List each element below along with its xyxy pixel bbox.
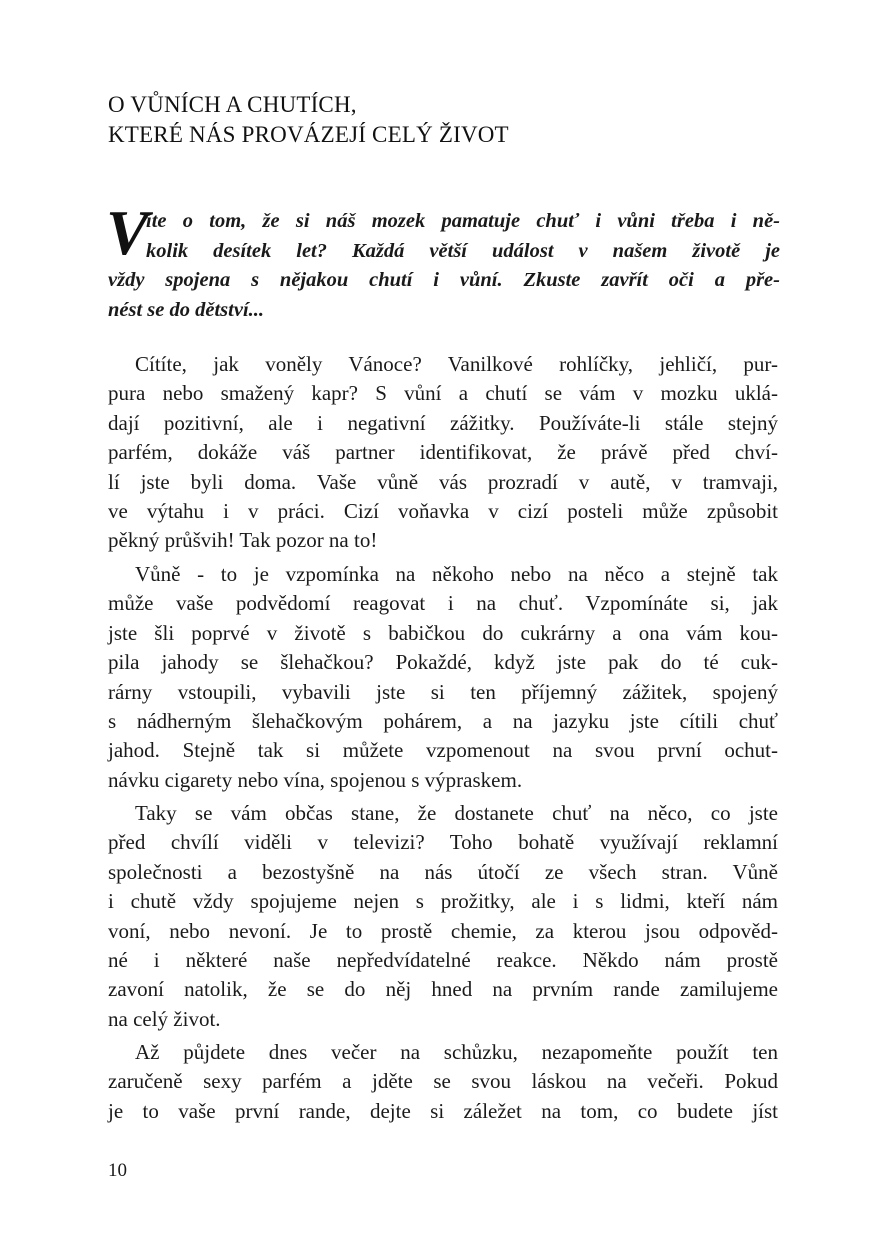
paragraph	[108, 1038, 778, 1126]
text-line: né i některé naše nepředvídatelné reakce. Někdo nám prostě	[108, 947, 778, 972]
text-line: pěkný průšvih! Tak pozor na to!	[108, 528, 378, 553]
chapter-title-line: O VŮNÍCH A CHUTÍCH,	[108, 92, 357, 117]
text-line: Až půjdete dnes večer na schůzku, nezapomeňte použít ten	[135, 1040, 778, 1064]
text-line: pura nebo smažený kapr? S vůní a chutí se vám v mozku uklá-	[108, 381, 778, 406]
lead-line: vždy spojena s nějakou chutí i vůní. Zkuste zavřít oči a pře-	[108, 269, 780, 291]
text-line: s nádherným šlehačkovým pohárem, a na jazyku jste cítili chuť	[108, 708, 778, 733]
lead-line: íte o tom, že si náš mozek pamatuje chuť i vůni třeba i ně-	[146, 210, 780, 232]
page-number: 10	[108, 1160, 127, 1181]
text-line: rárny vstoupili, vybavili jste si ten příjemný zážitek, spojený	[108, 679, 778, 704]
text-line: před chvílí viděli v televizi? Toho bohatě využívají reklamní	[108, 830, 778, 855]
text-line: na celý život.	[108, 1006, 221, 1031]
text-line: Vůně - to je vzpomínka na někoho nebo na něco a stejně tak	[135, 562, 778, 586]
paragraph	[108, 350, 778, 556]
text-line: je to vaše první rande, dejte si záležet na tom, co budete jíst	[108, 1098, 778, 1123]
text-line: i chutě vždy spojujeme nejen s prožitky, ale i s lidmi, kteří nám	[108, 889, 778, 914]
text-line: lí jste byli doma. Vaše vůně vás prozradí v autě, v tramvaji,	[108, 469, 778, 494]
text-line: ve výtahu i v práci. Cizí voňavka v cizí posteli může způsobit	[108, 498, 778, 523]
text-line: Cítíte, jak voněly Vánoce? Vanilkové rohlíčky, jehličí, pur-	[135, 352, 778, 376]
lead-line: nést se do dětství...	[108, 298, 265, 321]
text-line: jste šli poprvé v životě s babičkou do cukrárny a ona vám kou-	[108, 620, 778, 645]
chapter-title-line: KTERÉ NÁS PROVÁZEJÍ CELÝ ŽIVOT	[108, 122, 509, 147]
text-line: pila jahody se šlehačkou? Pokaždé, když jste pak do té cuk-	[108, 650, 778, 675]
text-line: Taky se vám občas stane, že dostanete chuť na něco, co jste	[135, 801, 778, 825]
lead-line: kolik desítek let? Každá větší událost v našem životě je	[146, 239, 780, 262]
text-line: dají pozitivní, ale i negativní zážitky. Používáte-li stále stejný	[108, 410, 778, 435]
chapter-title	[108, 90, 509, 150]
text-line: může vaše podvědomí reagovat i na chuť. Vzpomínáte si, jak	[108, 591, 778, 616]
paragraph	[108, 799, 778, 1034]
drop-cap: V	[106, 197, 149, 268]
text-line: voní, nebo nevoní. Je to prostě chemie, za kterou jsou odpověd-	[108, 918, 778, 943]
text-line: návku cigarety nebo vína, spojenou s výpraskem.	[108, 767, 523, 792]
text-line: zavoní natolik, že se do něj hned na prvním rande zamilujeme	[108, 977, 778, 1002]
lead-paragraph	[106, 197, 780, 325]
text-line: společnosti a bezostyšně na nás útočí ze všech stran. Vůně	[108, 859, 778, 884]
text-line: zaručeně sexy parfém a jděte se svou láskou na večeři. Pokud	[108, 1069, 778, 1094]
paragraph	[108, 560, 778, 795]
text-line: parfém, dokáže váš partner identifikovat, že právě před chví-	[108, 440, 778, 465]
text-line: jahod. Stejně tak si můžete vzpomenout na svou první ochut-	[108, 738, 778, 763]
